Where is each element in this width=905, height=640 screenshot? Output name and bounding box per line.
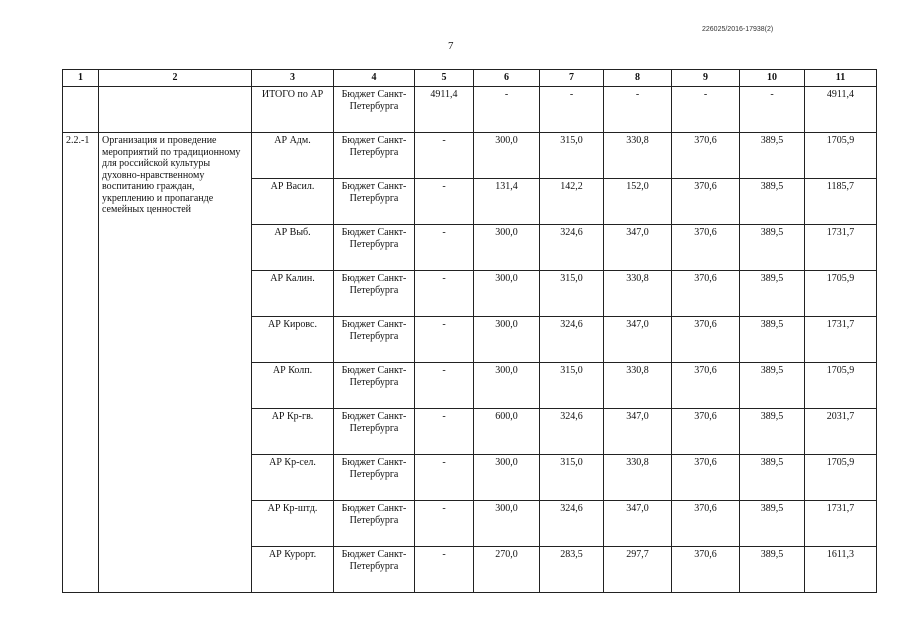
source-cell: Бюджет Санкт-Петербурга — [334, 547, 415, 593]
value-cell: 389,5 — [740, 409, 805, 455]
area-cell: АР Выб. — [252, 225, 334, 271]
table-row — [63, 133, 877, 179]
area-cell: АР Кировс. — [252, 317, 334, 363]
area-cell: АР Калин. — [252, 271, 334, 317]
value-cell: 330,8 — [604, 363, 672, 409]
value-cell: 324,6 — [540, 409, 604, 455]
source-cell: Бюджет Санкт-Петербурга — [334, 501, 415, 547]
area-cell: АР Кр-штд. — [252, 501, 334, 547]
budget-table — [62, 69, 877, 593]
value-cell: 1731,7 — [805, 317, 877, 363]
value-cell: 370,6 — [672, 547, 740, 593]
value-cell: 300,0 — [474, 225, 540, 271]
value-cell: 1731,7 — [805, 501, 877, 547]
value-cell: 4911,4 — [805, 87, 877, 133]
value-cell: 347,0 — [604, 317, 672, 363]
value-cell: 315,0 — [540, 455, 604, 501]
header-row — [63, 70, 877, 87]
source-cell: Бюджет Санкт-Петербурга — [334, 409, 415, 455]
column-header: 5 — [415, 70, 474, 87]
value-cell: - — [415, 133, 474, 179]
value-cell: - — [415, 501, 474, 547]
value-cell: - — [415, 179, 474, 225]
value-cell: 300,0 — [474, 271, 540, 317]
value-cell: - — [672, 87, 740, 133]
value-cell: - — [415, 271, 474, 317]
value-cell: 270,0 — [474, 547, 540, 593]
value-cell: 152,0 — [604, 179, 672, 225]
column-header: 6 — [474, 70, 540, 87]
value-cell: 389,5 — [740, 271, 805, 317]
value-cell: 131,4 — [474, 179, 540, 225]
area-cell: АР Кр-сел. — [252, 455, 334, 501]
value-cell: - — [415, 409, 474, 455]
value-cell: 297,7 — [604, 547, 672, 593]
value-cell: 370,6 — [672, 409, 740, 455]
source-cell: Бюджет Санкт-Петербурга — [334, 271, 415, 317]
area-cell: АР Колп. — [252, 363, 334, 409]
value-cell: 1705,9 — [805, 455, 877, 501]
value-cell: 370,6 — [672, 179, 740, 225]
source-cell: Бюджет Санкт-Петербурга — [334, 87, 415, 133]
value-cell: 389,5 — [740, 455, 805, 501]
value-cell: 300,0 — [474, 317, 540, 363]
value-cell: 300,0 — [474, 455, 540, 501]
value-cell: 1611,3 — [805, 547, 877, 593]
area-cell: АР Васил. — [252, 179, 334, 225]
column-header: 2 — [99, 70, 252, 87]
total-row — [63, 87, 877, 133]
value-cell: - — [604, 87, 672, 133]
value-cell: 1705,9 — [805, 363, 877, 409]
value-cell: 142,2 — [540, 179, 604, 225]
value-cell: 370,6 — [672, 455, 740, 501]
value-cell: - — [474, 87, 540, 133]
value-cell: 600,0 — [474, 409, 540, 455]
value-cell: 370,6 — [672, 133, 740, 179]
column-header: 4 — [334, 70, 415, 87]
value-cell: 324,6 — [540, 225, 604, 271]
source-cell: Бюджет Санкт-Петербурга — [334, 363, 415, 409]
area-cell: АР Кр-гв. — [252, 409, 334, 455]
value-cell: 1705,9 — [805, 271, 877, 317]
value-cell: 1731,7 — [805, 225, 877, 271]
source-cell: Бюджет Санкт-Петербурга — [334, 455, 415, 501]
column-header: 1 — [63, 70, 99, 87]
value-cell: 389,5 — [740, 547, 805, 593]
value-cell: 315,0 — [540, 133, 604, 179]
value-cell: - — [540, 87, 604, 133]
area-cell: АР Курорт. — [252, 547, 334, 593]
page-number: 7 — [448, 40, 454, 52]
value-cell: 315,0 — [540, 271, 604, 317]
code-cell — [63, 87, 99, 133]
value-cell: 324,6 — [540, 317, 604, 363]
value-cell: 370,6 — [672, 317, 740, 363]
source-cell: Бюджет Санкт-Петербурга — [334, 225, 415, 271]
column-header: 3 — [252, 70, 334, 87]
value-cell: 389,5 — [740, 179, 805, 225]
program-description-cell: Организация и проведение мероприятий по традиционному для российской культуры духовно-нравственному воспитанию граждан, укреплению и пропаганде семейных ценностей — [99, 133, 252, 593]
column-header: 10 — [740, 70, 805, 87]
description-cell — [99, 87, 252, 133]
column-header: 7 — [540, 70, 604, 87]
value-cell: - — [415, 363, 474, 409]
value-cell: 389,5 — [740, 317, 805, 363]
value-cell: 370,6 — [672, 363, 740, 409]
value-cell: 330,8 — [604, 455, 672, 501]
value-cell: - — [415, 455, 474, 501]
source-cell: Бюджет Санкт-Петербурга — [334, 179, 415, 225]
value-cell: - — [415, 547, 474, 593]
source-cell: Бюджет Санкт-Петербурга — [334, 317, 415, 363]
value-cell: 300,0 — [474, 363, 540, 409]
program-code-cell: 2.2.-1 — [63, 133, 99, 593]
value-cell: 347,0 — [604, 501, 672, 547]
value-cell: 370,6 — [672, 501, 740, 547]
value-cell: 370,6 — [672, 271, 740, 317]
value-cell: 389,5 — [740, 225, 805, 271]
value-cell: 315,0 — [540, 363, 604, 409]
value-cell: 330,8 — [604, 133, 672, 179]
value-cell: 4911,4 — [415, 87, 474, 133]
value-cell: 389,5 — [740, 501, 805, 547]
source-cell: Бюджет Санкт-Петербурга — [334, 133, 415, 179]
value-cell: 283,5 — [540, 547, 604, 593]
value-cell: - — [415, 317, 474, 363]
value-cell: - — [740, 87, 805, 133]
value-cell: - — [415, 225, 474, 271]
value-cell: 370,6 — [672, 225, 740, 271]
value-cell: 347,0 — [604, 225, 672, 271]
document-id: 226025/2016-17938(2) — [702, 26, 774, 33]
value-cell: 2031,7 — [805, 409, 877, 455]
value-cell: 389,5 — [740, 133, 805, 179]
value-cell: 300,0 — [474, 133, 540, 179]
value-cell: 324,6 — [540, 501, 604, 547]
value-cell: 1185,7 — [805, 179, 877, 225]
value-cell: 300,0 — [474, 501, 540, 547]
area-cell: ИТОГО по АР — [252, 87, 334, 133]
value-cell: 389,5 — [740, 363, 805, 409]
value-cell: 1705,9 — [805, 133, 877, 179]
column-header: 8 — [604, 70, 672, 87]
value-cell: 347,0 — [604, 409, 672, 455]
value-cell: 330,8 — [604, 271, 672, 317]
area-cell: АР Адм. — [252, 133, 334, 179]
column-header: 11 — [805, 70, 877, 87]
column-header: 9 — [672, 70, 740, 87]
